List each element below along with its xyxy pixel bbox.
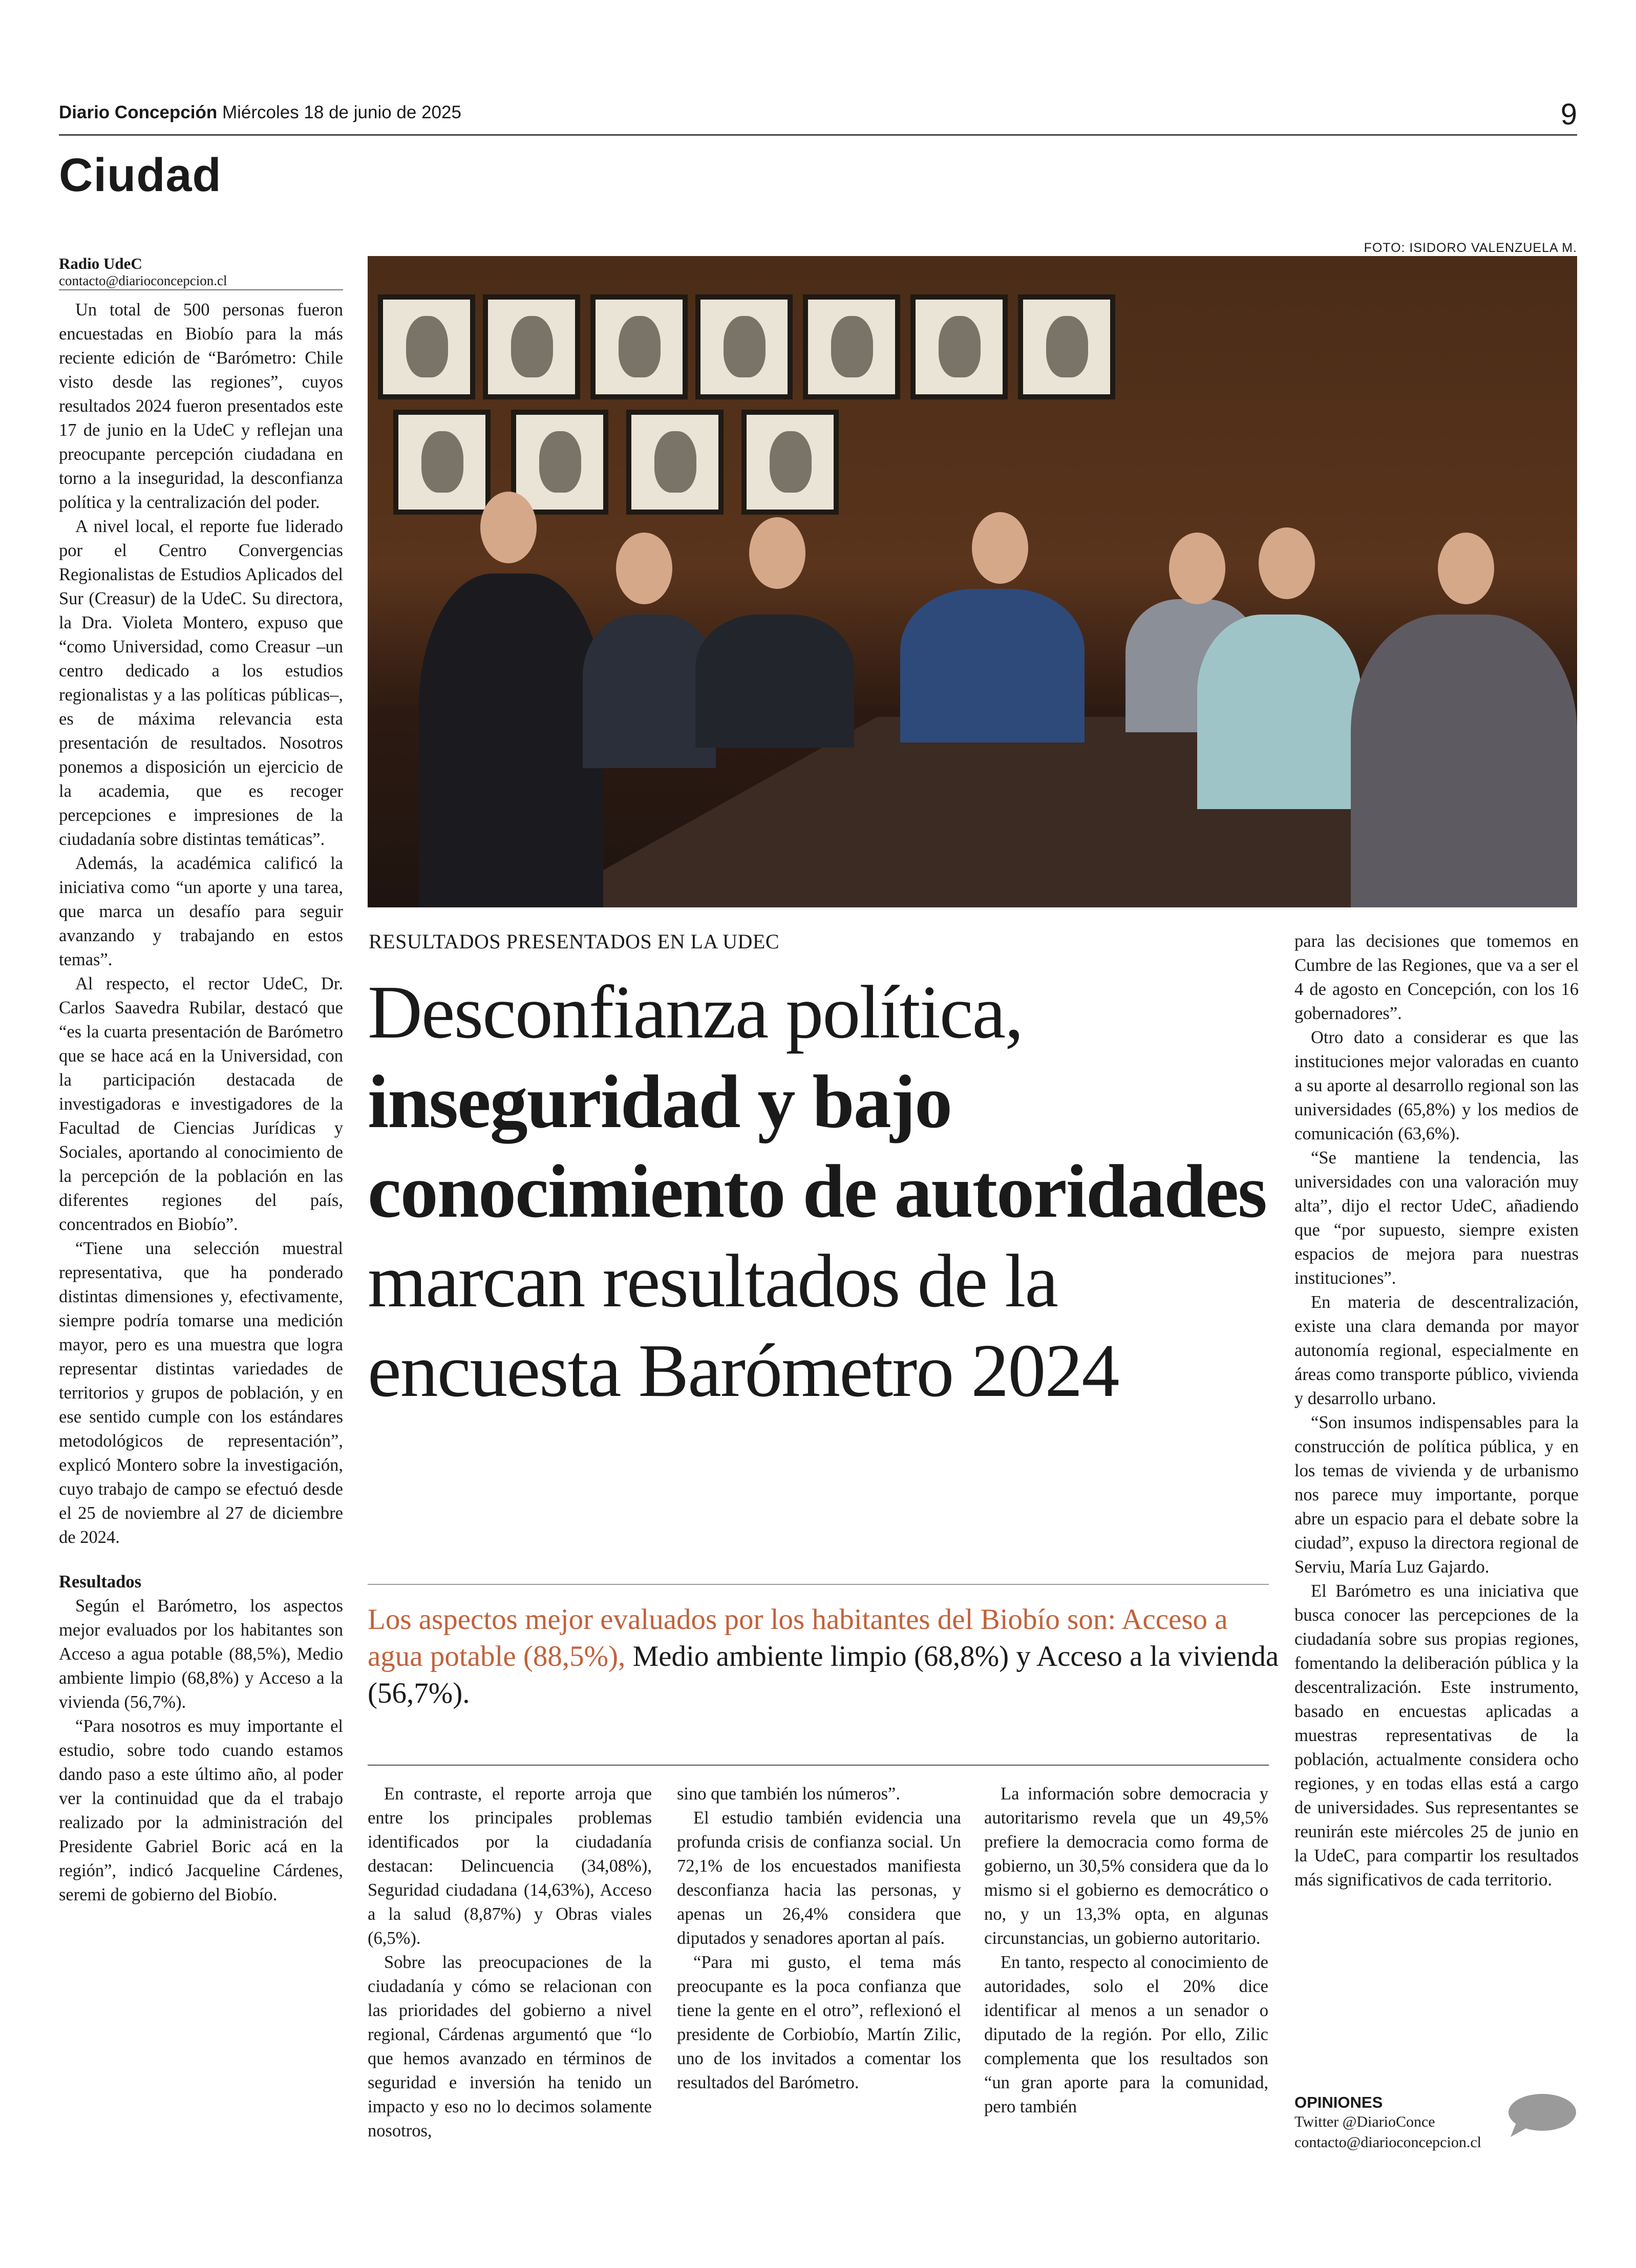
paragraph: La información sobre democracia y autoritarismo revela que un 49,5% prefiere la democracia como forma de gobierno, un 30,5% considera que da lo mismo si el gobierno es democrático o no, y un 13,3% opta, en algunas circunstancias, un gobierno autoritario. bbox=[984, 1784, 1268, 1948]
person-head bbox=[1169, 533, 1225, 604]
article-photo bbox=[368, 256, 1577, 907]
publication-name: Diario Concepción bbox=[59, 102, 218, 122]
wall-portrait bbox=[695, 294, 793, 399]
paragraph: “Para nosotros es muy importante el estudio, sobre todo cuando estamos dando paso a este último año, al poder ver la continuidad que da el trabajo realizado por la administración del Presidente Gabriel Boric acá en la región”, indicó Jacqueline Cárdenes, seremi de gobierno del Biobío. bbox=[59, 1716, 343, 1904]
headline-kicker: RESULTADOS PRESENTADOS EN LA UDEC bbox=[369, 930, 780, 953]
paragraph: “Son insumos indispensables para la construcción de política pública, y en los temas de vivienda y de urbanismo nos parece muy importante, porque abre un espacio para el debate sobre la ciudad”, expuso la directora regional de Serviu, María Luz Gajardo. bbox=[1294, 1413, 1579, 1577]
paragraph: A nivel local, el reporte fue liderado por el Centro Convergencias Regionalistas de Estudios Aplicados del Sur (Creasur) de la UdeC. Su directora, la Dra. Violeta Montero, expuso que “como Universidad, como Creasur –un centro dedicado a los estudios regionalistas y a las políticas públicas–, es de máxima relevancia esta presentación de resultados. Nosotros ponemos a disposición un ejercicio de la academia, que es recoger percepciones e impresiones de la ciudadanía sobre distintas temáticas”. bbox=[59, 517, 343, 849]
photo-credit: FOTO: ISIDORO VALENZUELA M. bbox=[1364, 241, 1577, 255]
page-number: 9 bbox=[1560, 98, 1577, 131]
wall-portrait bbox=[483, 294, 580, 399]
article-column-3 bbox=[677, 1782, 961, 2095]
person bbox=[1351, 614, 1577, 907]
paragraph: En contraste, el reporte arroja que entre los principales problemas identificados por la ciudadanía destacan: Delincuencia (34,08%), Seguridad ciudadana (14,63%), Acceso a la salud (8,87%) y Obras viales (6,5%). bbox=[368, 1784, 652, 1948]
dek-rest: Medio ambiente limpio (68,8%) y Acceso a la vivienda (56,7%). bbox=[368, 1640, 1279, 1709]
paragraph: Sobre las preocupaciones de la ciudadanía y cómo se relacionan con las prioridades del gobierno a nivel regional, Cárdenas argumentó que “lo que hemos avanzado en términos de seguridad e inversión ha tenido un impacto y eso no lo decimos solamente nosotros, bbox=[368, 1953, 652, 2140]
headline-part-3: marcan resultados de la encuesta Barómetro 2024 bbox=[368, 1239, 1119, 1413]
dek-highlight: Los aspectos mejor evaluados por los habitantes del Biobío son: Acceso a agua potable (88,5%), bbox=[368, 1603, 1228, 1672]
paragraph: El estudio también evidencia una profunda crisis de confianza social. Un 72,1% de los encuestados manifiesta desconfianza hacia las personas, y apenas un 26,4% considera que diputados y senadores aportan al país. bbox=[677, 1808, 961, 1948]
headline bbox=[368, 968, 1279, 1416]
person-head bbox=[1438, 533, 1494, 604]
byline bbox=[59, 255, 343, 289]
paragraph: Al respecto, el rector UdeC, Dr. Carlos Saavedra Rubilar, destacó que “es la cuarta presentación de Barómetro que se hace acá en la Universidad, con la participación destacada de investigadoras e investigadores de la Facultad de Ciencias Jurídicas y Sociales, aportando al conocimiento de la percepción de la población en las diferentes regiones del país, concentrados en Biobío”. bbox=[59, 974, 343, 1234]
article-column-4 bbox=[984, 1782, 1268, 2119]
headline-part-2: inseguridad y bajo conocimiento de autoridades bbox=[368, 1060, 1266, 1234]
masthead bbox=[59, 102, 461, 123]
wall-portrait bbox=[590, 294, 688, 399]
wall-portrait bbox=[378, 294, 475, 399]
paragraph: “Se mantiene la tendencia, las universidades con una valoración muy alta”, dijo el rector UdeC, añadiendo que “por supuesto, siempre existen espacios de mejora para nuestras instituciones”. bbox=[1294, 1148, 1579, 1288]
paragraph: “Para mi gusto, el tema más preocupante es la poca confianza que tiene la gente en el otro”, reflexionó el presidente de Corbiobío, Martín Zilic, uno de los invitados a comentar los resultados del Barómetro. bbox=[677, 1953, 961, 2092]
dek-divider bbox=[368, 1765, 1269, 1766]
opinions-email[interactable]: contacto@diarioconcepcion.cl bbox=[1294, 2134, 1481, 2151]
paragraph: Otro dato a considerar es que las instituciones mejor valoradas en cuanto a su aporte al desarrollo regional son las universidades (65,8%) y los medios de comunicación (63,6%). bbox=[1294, 1028, 1579, 1143]
paragraph: para las decisiones que tomemos en Cumbre de las Regiones, que va a ser el 4 de agosto en Concepción, con los 16 gobernadores”. bbox=[1294, 931, 1579, 1023]
wall-portrait bbox=[910, 294, 1008, 399]
person-head bbox=[616, 533, 672, 604]
article-column-1 bbox=[59, 298, 343, 1907]
byline-divider bbox=[59, 289, 343, 290]
paragraph: sino que también los números”. bbox=[677, 1784, 900, 1804]
person-head bbox=[480, 492, 537, 563]
opinions-box bbox=[1294, 2093, 1510, 2153]
opinions-twitter[interactable]: Twitter @DiarioConce bbox=[1294, 2113, 1435, 2130]
article-column-5 bbox=[1294, 929, 1579, 1892]
dek bbox=[368, 1601, 1279, 1712]
wall-portrait bbox=[393, 410, 491, 515]
header-divider bbox=[59, 134, 1577, 136]
paragraph: En materia de descentralización, existe una clara demanda por mayor autonomía regional, especialmente en áreas como transporte público, vivienda y desarrollo urbano. bbox=[1294, 1292, 1579, 1408]
person-head bbox=[972, 512, 1028, 584]
person-head bbox=[749, 517, 805, 589]
speech-bubble-icon bbox=[1505, 2092, 1577, 2138]
paragraph: Además, la académica calificó la iniciativa como “un aporte y una tarea, que marca un desafío para seguir avanzando y trabajando en estos temas”. bbox=[59, 854, 343, 969]
person-head bbox=[1259, 527, 1315, 599]
headline-part-1: Desconfianza política, bbox=[368, 970, 1023, 1054]
paragraph: “Tiene una selección muestral representativa, que ha ponderado distintas dimensiones y, efectivamente, siempre podría tomarse una medición mayor, pero es una muestra que logra representar distintas variedades de territorios y grupos de población, y en ese sentido cumple con los estándares metodológicos de representación”, explicó Montero sobre la investigación, cuyo trabajo de campo se efectuó desde el 25 de noviembre al 27 de diciembre de 2024. bbox=[59, 1239, 343, 1547]
paragraph: En tanto, respecto al conocimiento de autoridades, solo el 20% dice identificar al menos a un senador o diputado de la región. Por ello, Zilic complementa que los resultados son “un gran aporte para la comunidad, pero también bbox=[984, 1953, 1268, 2116]
person bbox=[1197, 614, 1361, 809]
person bbox=[419, 574, 603, 907]
article-column-2 bbox=[368, 1782, 652, 2143]
wall-portrait bbox=[803, 294, 900, 399]
paragraph: El Barómetro es una iniciativa que busca conocer las percepciones de la ciudadanía sobre sus propias regiones, fomentando la deliberación pública y la descentralización. Este instrumento, basado en encuestas aplicadas a muestras representativas de la población, actualmente considera ocho regiones, y en todas ellas está a cargo de universidades. Sus representantes se reunirán este miércoles 25 de junio en la UdeC, para compartir los resultados más significativos de cada territorio. bbox=[1294, 1581, 1579, 1890]
byline-author: Radio UdeC bbox=[59, 255, 142, 272]
person bbox=[900, 589, 1085, 743]
headline-divider bbox=[368, 1584, 1269, 1585]
person bbox=[695, 614, 854, 748]
wall-portrait bbox=[741, 410, 839, 515]
paragraph: Un total de 500 personas fueron encuestadas en Biobío para la más reciente edición de “Barómetro: Chile visto desde las regiones”, cuyos resultados 2024 fueron presentados este 17 de junio en la UdeC y reflejan una preocupante percepción ciudadana en torno a la inseguridad, la desconfianza política y la centralización del poder. bbox=[59, 300, 343, 512]
opinions-title: OPINIONES bbox=[1294, 2093, 1383, 2111]
publication-date: Miércoles 18 de junio de 2025 bbox=[222, 102, 461, 122]
byline-email[interactable]: contacto@diarioconcepcion.cl bbox=[59, 273, 227, 288]
wall-portrait bbox=[626, 410, 724, 515]
section-title: Ciudad bbox=[59, 149, 222, 201]
subheading-resultados: Resultados bbox=[59, 1572, 142, 1592]
wall-portrait bbox=[1018, 294, 1115, 399]
paragraph: Según el Barómetro, los aspectos mejor evaluados por los habitantes son Acceso a agua potable (88,5%), Medio ambiente limpio (68,8%) y Acceso a la vivienda (56,7%). bbox=[59, 1596, 343, 1712]
